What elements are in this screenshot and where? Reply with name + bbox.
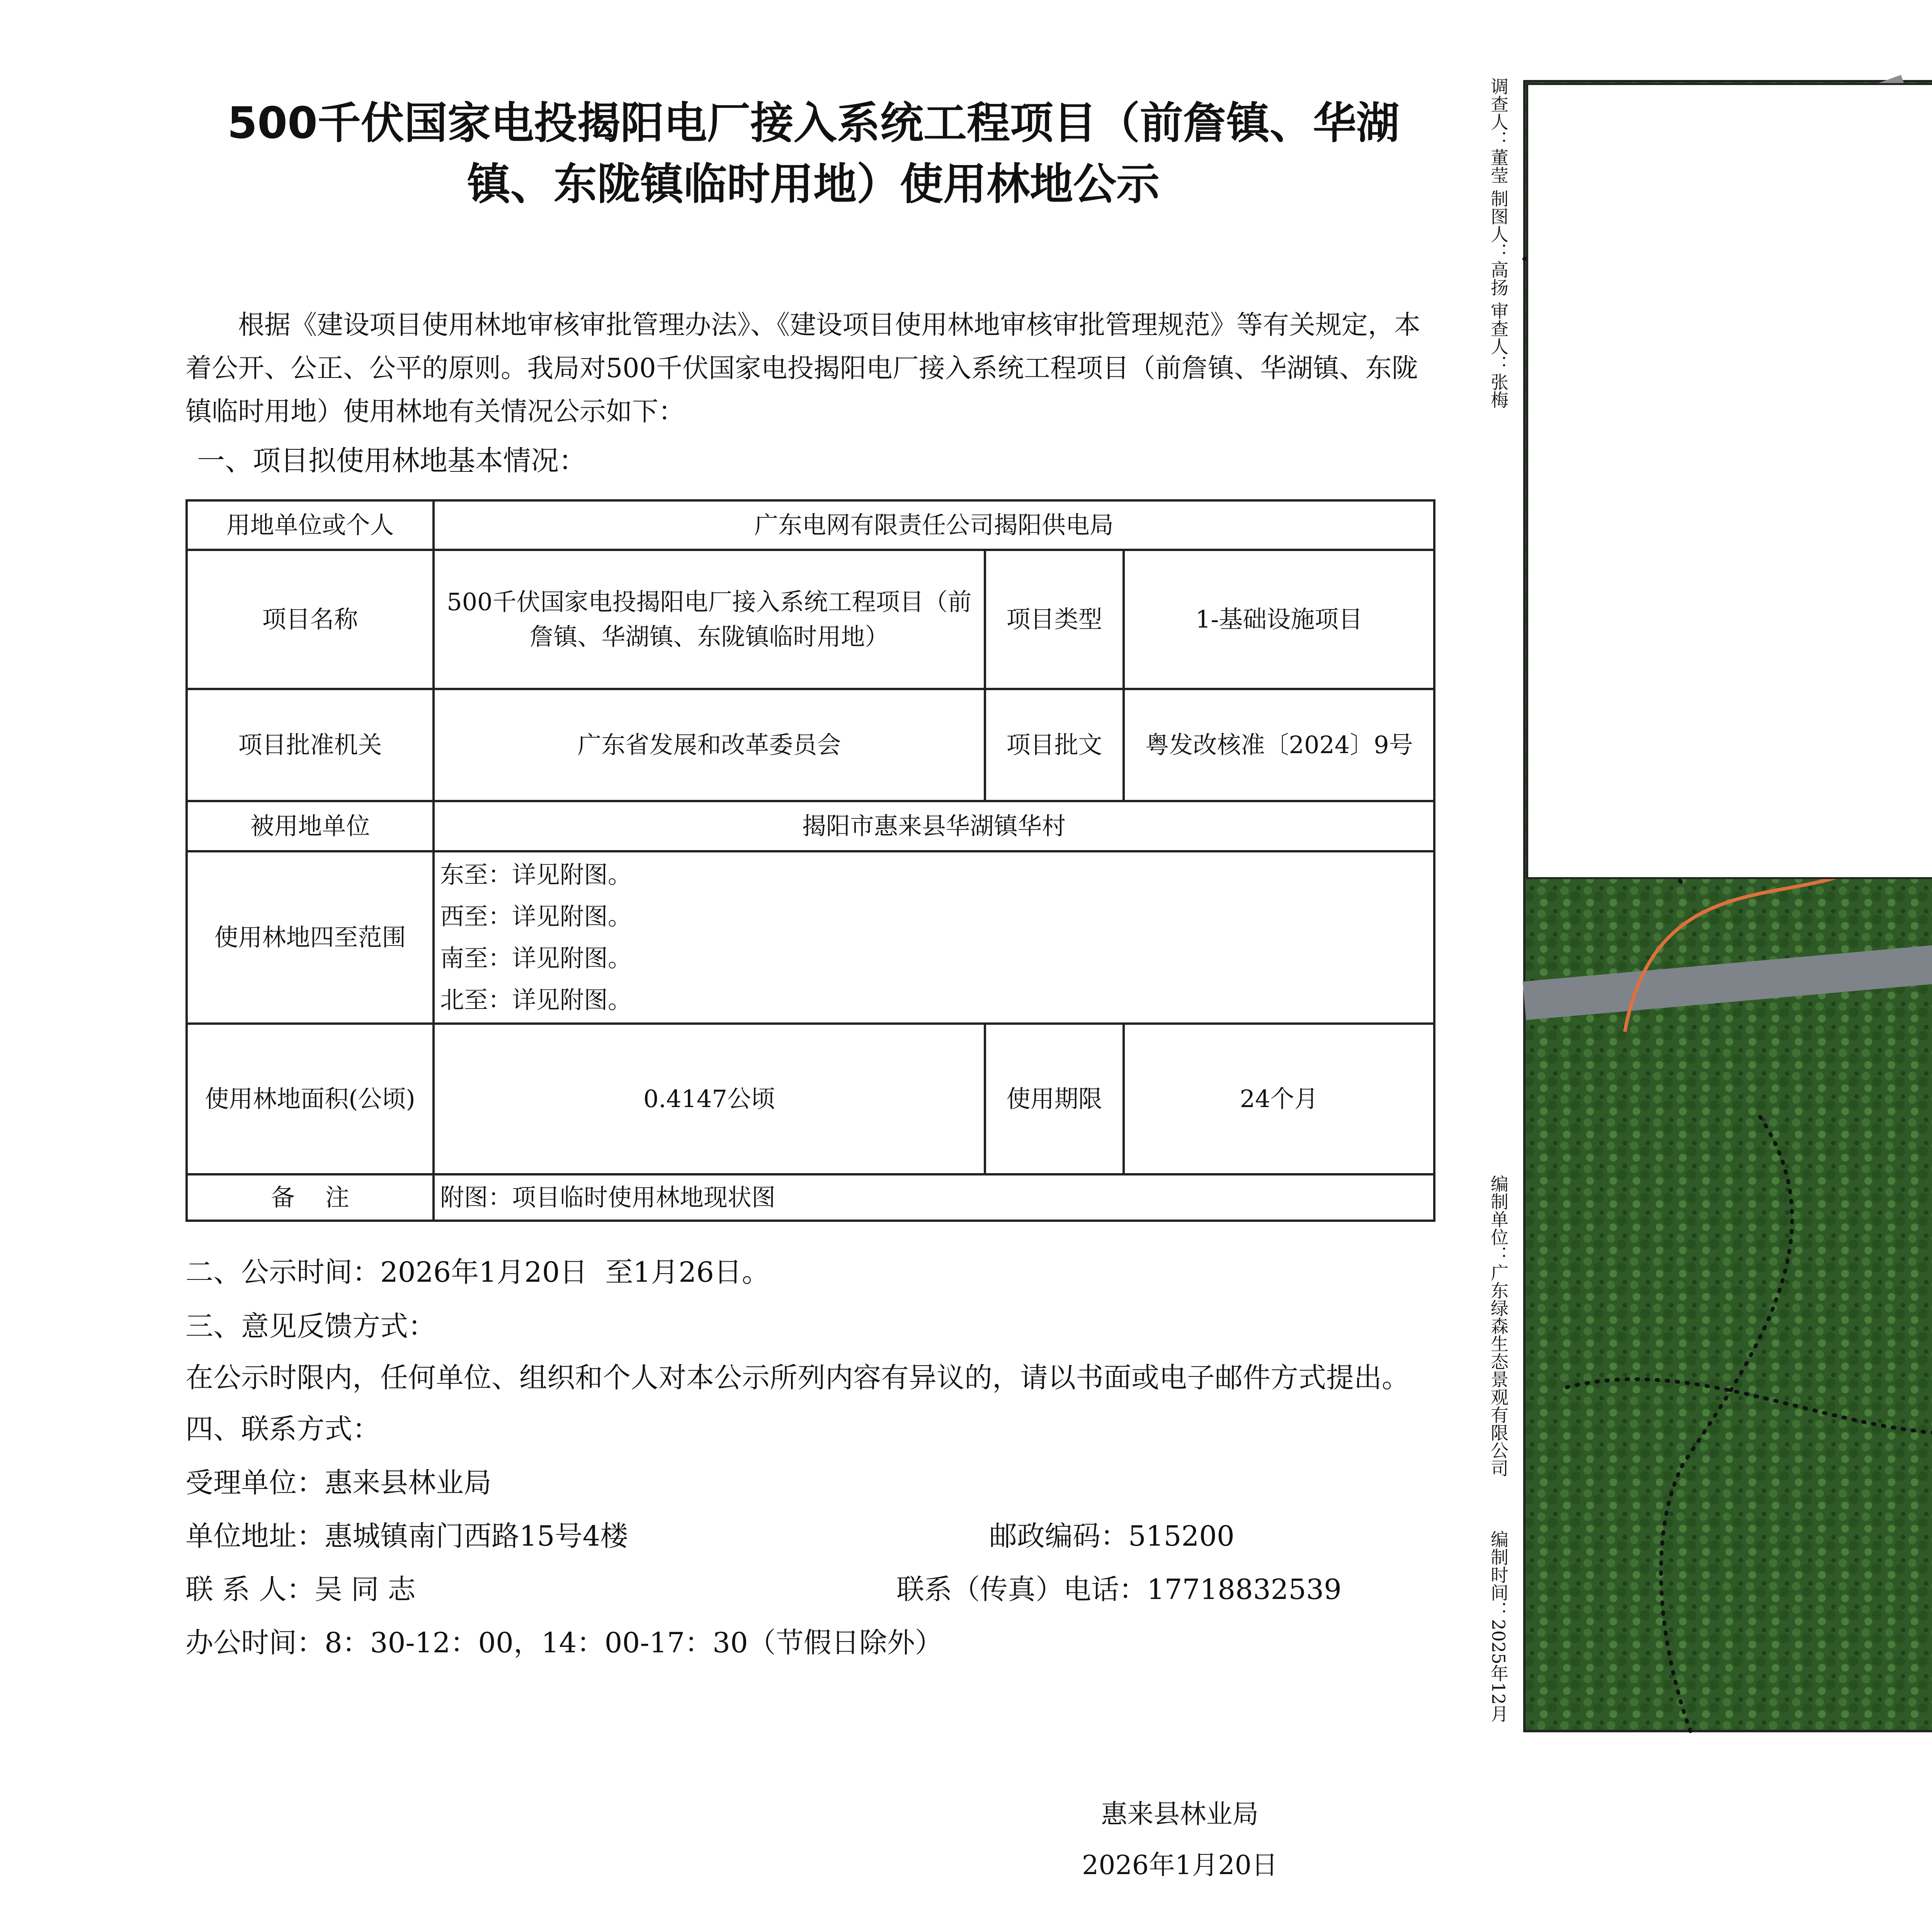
section-2-period: 二、公示时间：2026年1月20日 至1月26日。 bbox=[185, 1256, 770, 1288]
map-compile-date: 编制时间：2025年12月 bbox=[1488, 1530, 1509, 1723]
unit-value: 广东电网有限责任公司揭阳供电局 bbox=[434, 500, 1434, 550]
notice-title: 500千伏国家电投揭阳电厂接入系统工程项目（前詹镇、华湖镇、东陇镇临时用地）使用林地公示 bbox=[227, 98, 1400, 209]
notice-document bbox=[185, 93, 1441, 1669]
project-label: 项目名称 bbox=[187, 550, 434, 689]
remark-label: 备 注 bbox=[187, 1174, 434, 1221]
attr-grid bbox=[1528, 85, 1932, 877]
approval-doc-label: 项目批文 bbox=[985, 689, 1124, 801]
land-owner-label: 被用地单位 bbox=[187, 801, 434, 851]
contact-postcode: 邮政编码：515200 bbox=[989, 1520, 1235, 1552]
section-1-heading: 一、项目拟使用林地基本情况： bbox=[197, 444, 587, 477]
bounds-label: 使用林地四至范围 bbox=[187, 851, 434, 1024]
type-label: 项目类型 bbox=[985, 550, 1124, 689]
feedback-paragraph: 在公示时限内，任何单位、组织和个人对本公示所列内容有异议的，请以书面或电子邮件方式提出。 bbox=[185, 1361, 1410, 1394]
map-compiler: 编制单位：广东绿森生态景观有限公司 bbox=[1488, 1175, 1509, 1477]
contact-person: 联 系 人：吴 同 志 bbox=[185, 1573, 416, 1606]
bound-west: 西至：详见附图。 bbox=[440, 902, 632, 930]
land-info-table bbox=[185, 499, 1435, 1222]
section-3-heading: 三、意见反馈方式： bbox=[185, 1310, 436, 1342]
approver-label: 项目批准机关 bbox=[187, 689, 434, 801]
project-value: 500千伏国家电投揭阳电厂接入系统工程项目（前詹镇、华湖镇、东陇镇临时用地） bbox=[434, 550, 985, 689]
land-owner-value: 揭阳市惠来县华湖镇华村 bbox=[434, 801, 1434, 851]
map-attribute-table bbox=[1526, 83, 1932, 879]
type-value: 1-基础设施项目 bbox=[1124, 550, 1434, 689]
period-label: 使用期限 bbox=[985, 1024, 1124, 1174]
signature-block bbox=[1082, 1789, 1278, 1891]
remark-value: 附图：项目临时使用林地现状图 bbox=[434, 1174, 1434, 1221]
approver-value: 广东省发展和改革委员会 bbox=[434, 689, 985, 801]
area-label: 使用林地面积(公顷) bbox=[187, 1024, 434, 1174]
intro-paragraph: 根据《建设项目使用林地审核审批管理办法》、《建设项目使用林地审核审批管理规范》等有关规定，本着公开、公正、公平的原则。我局对500千伏国家电投揭阳电厂接入系统工程项目（前詹镇、华湖镇、东陇镇临时用地）使用林地有关情况公示如下： bbox=[185, 310, 1421, 427]
map-credits: 调查人：董莹 制图人：高扬 审查人：张梅 bbox=[1488, 77, 1509, 409]
period-value: 24个月 bbox=[1124, 1024, 1434, 1174]
forest-land-map bbox=[1490, 73, 1932, 1762]
office-hours: 办公时间：8：30-12：00，14：00-17：30（节假日除外） bbox=[185, 1626, 943, 1659]
area-value: 0.4147公顷 bbox=[434, 1024, 985, 1174]
approval-doc-value: 粤发改核准〔2024〕9号 bbox=[1124, 689, 1434, 801]
sign-org: 惠来县林业局 bbox=[1101, 1799, 1259, 1830]
bound-north: 北至：详见附图。 bbox=[440, 986, 632, 1014]
bound-east: 东至：详见附图。 bbox=[440, 861, 632, 889]
section-4-heading: 四、联系方式： bbox=[185, 1413, 381, 1445]
contact-address: 单位地址：惠城镇南门西路15号4楼 bbox=[185, 1520, 628, 1552]
sign-date: 2026年1月20日 bbox=[1082, 1850, 1278, 1881]
unit-label: 用地单位或个人 bbox=[187, 500, 434, 550]
contact-unit: 受理单位：惠来县林业局 bbox=[185, 1466, 492, 1499]
bounds-value bbox=[434, 851, 1434, 1024]
contact-phone: 联系（传真）电话：17718832539 bbox=[896, 1573, 1342, 1606]
bound-south: 南至：详见附图。 bbox=[440, 944, 632, 972]
